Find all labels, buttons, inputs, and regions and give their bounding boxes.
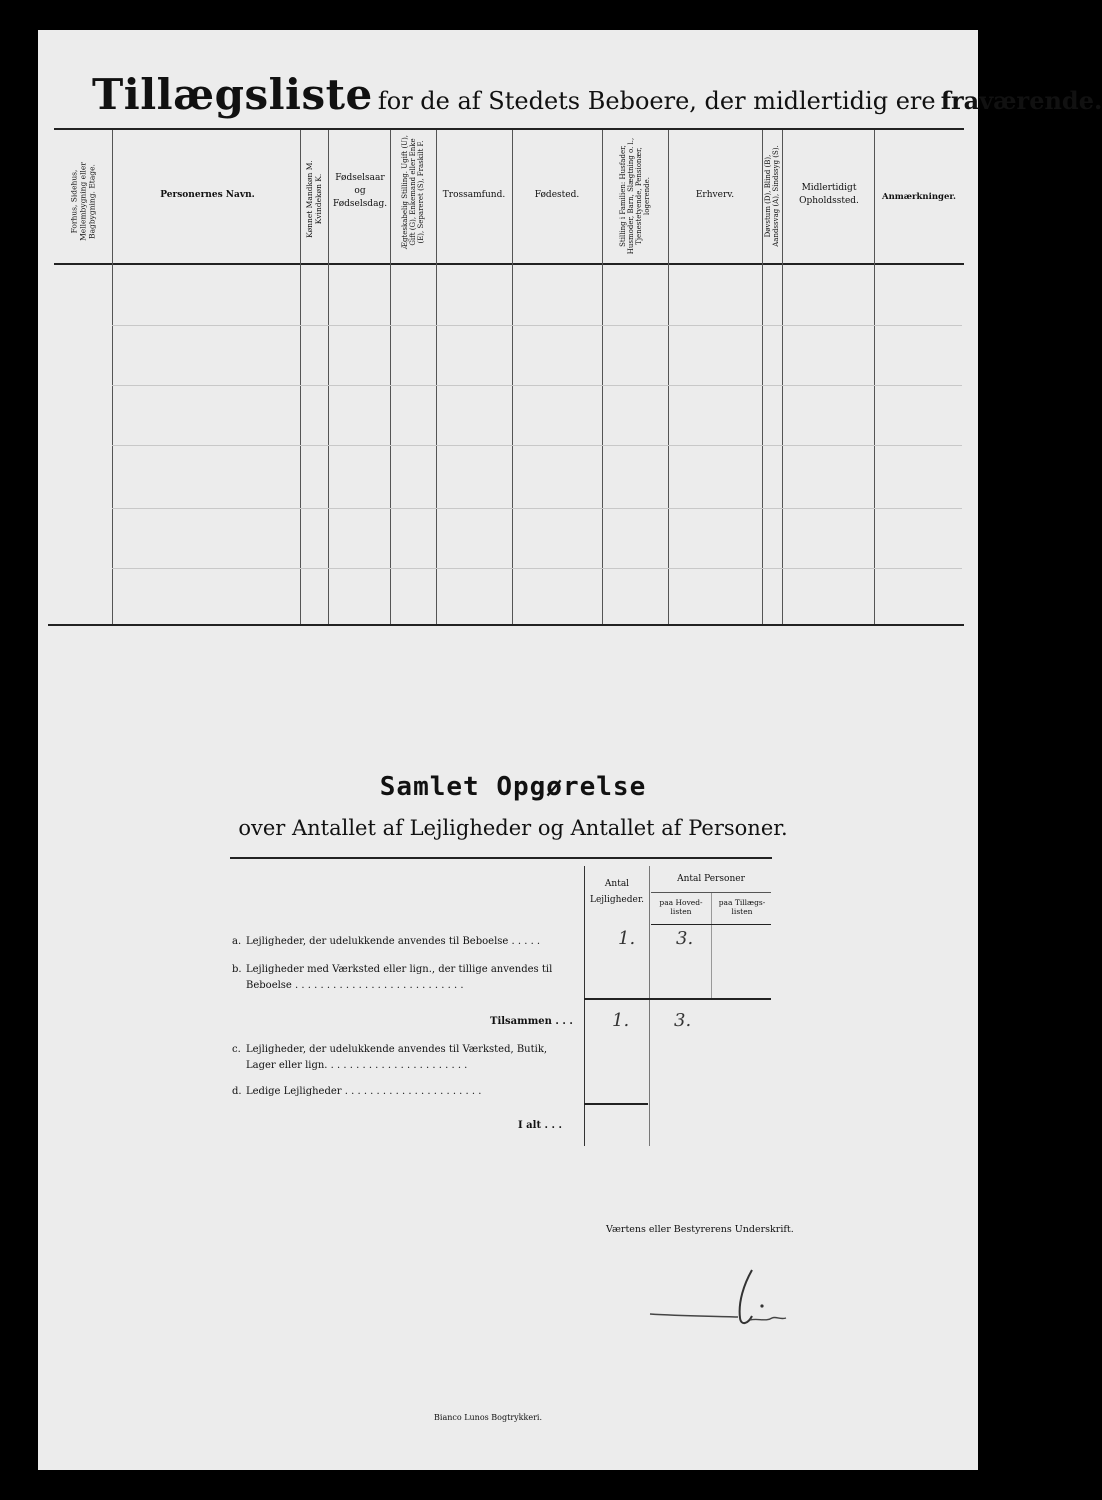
- col-header-sex: Kønnet Mandkøn M. Kvindekøn K.: [305, 160, 323, 238]
- summary-subheading: over Antallet af Lejligheder og Antallet af Personer.: [238, 816, 788, 840]
- page-title: [92, 70, 1102, 119]
- title-rest: for de af Stedets Beboere, der midlertidig ere: [377, 87, 936, 115]
- summary-col-personer: Antal Personer: [677, 874, 745, 884]
- handwritten-signature: [640, 1258, 800, 1338]
- col-header-birth: Fødselsaar og Fødselsdag.: [332, 173, 388, 209]
- summary-row-a-text: Lejligheder, der udelukkende anvendes til Beboelse . . . . .: [246, 936, 541, 947]
- summary-col-tillaegslisten: paa Tillægs-listen: [718, 898, 766, 916]
- summary-row-a-lejligheder: 1.: [618, 928, 636, 949]
- summary-row-b-letter: b.: [232, 964, 242, 975]
- row-guide: [112, 325, 962, 326]
- col-line: [112, 130, 113, 624]
- table-header-rule: [54, 263, 964, 265]
- summary-i-alt-label: I alt . . .: [518, 1120, 562, 1131]
- col-header-name: Personernes Navn.: [160, 190, 255, 200]
- summary-col-hovedlisten: paa Hoved-listen: [659, 898, 703, 916]
- col-line: [668, 130, 669, 624]
- summary-row-a-hovedlisten: 3.: [676, 928, 694, 949]
- row-guide: [112, 508, 962, 509]
- signature-label: Værtens eller Bestyrerens Underskrift.: [606, 1224, 794, 1235]
- summary-subtotal-rule: [584, 998, 771, 1000]
- summary-row-a-letter: a.: [232, 936, 242, 947]
- summary-row-c-letter: c.: [232, 1044, 241, 1055]
- summary-col-lejligheder: Antal Lejligheder.: [590, 879, 644, 905]
- summary-total-rule: [584, 1103, 648, 1105]
- col-line: [782, 130, 783, 624]
- col-line: [512, 130, 513, 624]
- summary-col-line: [711, 892, 712, 998]
- summary-tilsammen-label: Tilsammen . . .: [490, 1016, 573, 1027]
- summary-tilsammen-hovedlisten: 3.: [674, 1010, 692, 1031]
- table-top-rule: [54, 128, 964, 130]
- col-header-remarks: Anmærkninger.: [881, 192, 957, 202]
- summary-row-b-text2: Beboelse . . . . . . . . . . . . . . . . . . . . . . . . . . .: [246, 980, 464, 991]
- col-line: [762, 130, 763, 624]
- printer-imprint: Bianco Lunos Bogtrykkeri.: [434, 1413, 543, 1422]
- summary-row-b-text: Lejligheder med Værksted eller lign., der tillige anvendes til: [246, 964, 553, 975]
- title-main: Tillægsliste: [92, 70, 373, 119]
- summary-subheader-rule: [651, 892, 771, 893]
- col-line: [300, 130, 301, 624]
- col-header-religion: Trossamfund.: [442, 190, 506, 200]
- col-header-occupation: Erhverv.: [695, 190, 735, 200]
- row-guide: [112, 568, 962, 569]
- form-page: [38, 30, 978, 1470]
- col-header-building: Forhus, Sidehus, Mellembygning eller Bagbygning. Etage.: [69, 162, 97, 241]
- col-line: [436, 130, 437, 624]
- summary-top-rule: [230, 857, 772, 859]
- summary-row-c-text2: Lager eller lign. . . . . . . . . . . . . . . . . . . . . . .: [246, 1060, 468, 1071]
- summary-header-rule: [651, 924, 771, 925]
- row-guide: [112, 445, 962, 446]
- summary-row-d-text: Ledige Lejligheder . . . . . . . . . . . . . . . . . . . . . .: [246, 1086, 482, 1097]
- table-bottom-rule: [48, 624, 964, 626]
- col-line: [602, 130, 603, 624]
- col-line: [390, 130, 391, 624]
- summary-tilsammen-lejligheder: 1.: [612, 1010, 630, 1031]
- col-line: [874, 130, 875, 624]
- title-emphasis: fraværende.: [940, 86, 1102, 115]
- summary-col-line: [649, 866, 650, 1146]
- col-header-marital: Ægteskabelig Stilling. Ugift (U), Gift (G), Enkemand eller Enke (E), Separeret (S), Fraskilt F.: [401, 134, 425, 250]
- col-header-temp-residence: Midlertidigt Opholdssted.: [799, 183, 859, 206]
- summary-heading: Samlet Opgørelse: [379, 772, 647, 802]
- summary-row-c-text: Lejligheder, der udelukkende anvendes til Værksted, Butik,: [246, 1044, 548, 1055]
- col-header-birthplace: Fødested.: [534, 190, 580, 200]
- col-header-family-position: Stilling i Familien: Husfader, Husmoder, Barn, Slægtning o. l., Tjenestetyende, Pensionær, logerende.: [619, 137, 651, 255]
- summary-row-d-letter: d.: [232, 1086, 242, 1097]
- col-line: [328, 130, 329, 624]
- row-guide: [112, 385, 962, 386]
- col-header-disability: Døvstum (D), Blind (B), Aandssvag (A), Sindssyg (S).: [764, 145, 780, 247]
